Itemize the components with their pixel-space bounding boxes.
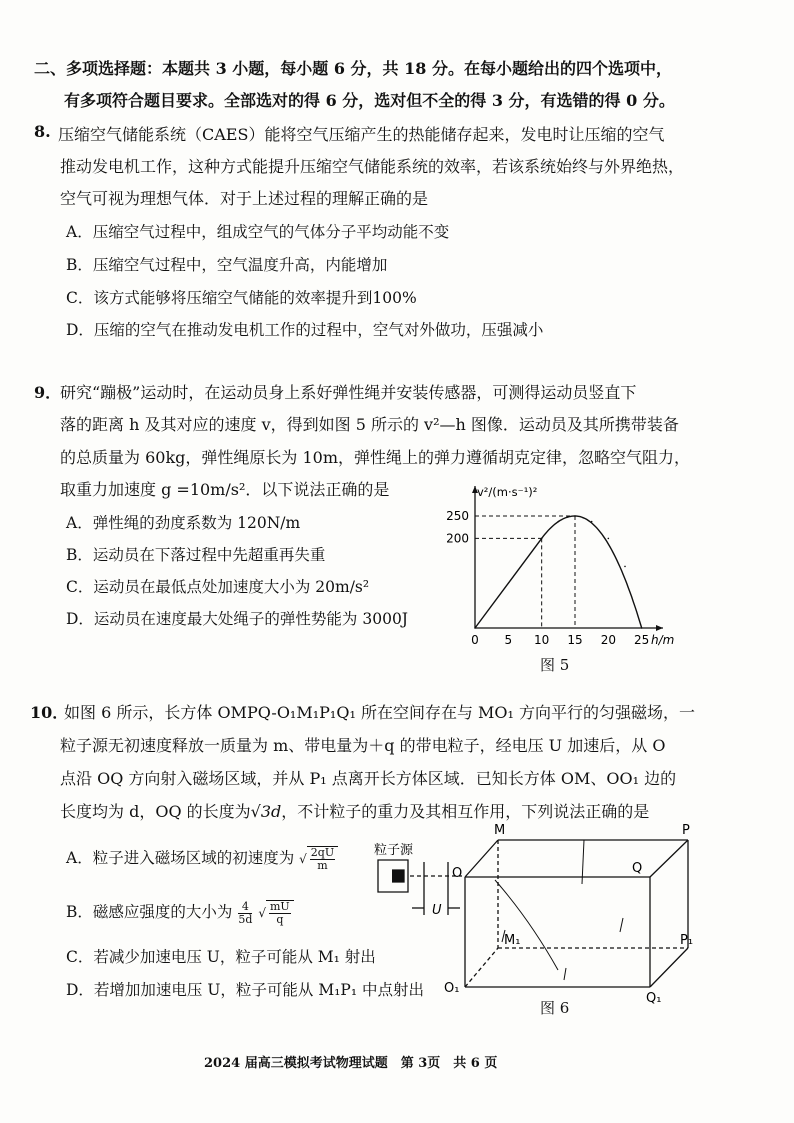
- series-line-linear: [475, 538, 542, 628]
- source-nozzle: [392, 870, 404, 882]
- q10-option-a-num: 2qU: [310, 846, 335, 859]
- q10-stem-line4: [60, 799, 649, 822]
- data-point: [558, 521, 560, 523]
- y-tick-label: 200: [446, 531, 469, 546]
- label-U: U: [432, 903, 442, 918]
- q9-stem-line4: 取重力加速度 g =10m/s²．以下说法正确的是: [60, 480, 390, 499]
- x-tick-label: 0: [471, 633, 479, 647]
- data-point: [608, 538, 610, 540]
- cuboid: [465, 840, 688, 987]
- label-Q1: Q₁: [646, 991, 662, 1006]
- q9-option-b: B．运动员在下落过程中先超重再失重: [66, 546, 326, 564]
- q9-stem-line3: 的总质量为 60kg，弹性绳原长为 10m，弹性绳上的弹力遵循胡克定律，忽略空气阻力，: [60, 448, 691, 467]
- q10-option-a: [66, 846, 338, 872]
- q9-number: 9．: [34, 383, 62, 402]
- figure-5-chart: [430, 478, 680, 650]
- q10-option-d: D．若增加加速电压 U，粒子可能从 M₁P₁ 中点射出: [66, 981, 424, 999]
- q10-option-b-rad-den: q: [276, 913, 284, 926]
- page-footer: 2024 届高三模拟考试物理试题 第 3页 共 6 页: [204, 1056, 498, 1071]
- q10-option-a-text: A．粒子进入磁场区域的初速度为: [66, 849, 295, 867]
- q8-stem-line2: 推动发电机工作，这种方式能提升压缩空气储能系统的效率，若该系统始终与外界绝热，: [60, 157, 685, 176]
- figure-6-caption: 图 6: [540, 999, 570, 1017]
- q10-option-b-sqrt: √ $\frac{mU}{q}$: [258, 900, 293, 926]
- data-point: [624, 566, 626, 568]
- label-P: P: [682, 823, 690, 838]
- q8-stem-line1: 压缩空气储能系统（CAES）能将空气压缩产生的热能储存起来，发电时让压缩的空气: [58, 125, 665, 144]
- data-point: [591, 521, 593, 523]
- edge-Q1P1: [650, 948, 688, 987]
- q10-option-b-text: B．磁感应强度的大小为: [66, 903, 233, 921]
- mark-2: [620, 918, 623, 932]
- data-point: [541, 538, 543, 540]
- particle-path: [495, 880, 558, 970]
- q10-option-b-frac-den: 5d: [238, 912, 253, 926]
- q8-option-d: D．压缩的空气在推动发电机工作的过程中，空气对外做功，压强减小: [66, 321, 544, 339]
- label-Q: Q: [632, 861, 643, 876]
- label-O: O: [452, 866, 463, 881]
- label-M1: M₁: [504, 933, 521, 948]
- edge-O1M1: [465, 948, 498, 987]
- figure-5-caption: 图 5: [540, 656, 570, 674]
- edge-OM: [465, 840, 498, 877]
- section-title-line1: 二、多项选择题：本题共 3 小题，每小题 6 分，共 18 分。在每小题给出的四个选项中，: [34, 59, 672, 78]
- data-point: [474, 627, 476, 629]
- particle-source: [378, 860, 462, 915]
- q10-stem-line3: 点沿 OQ 方向射入磁场区域，并从 P₁ 点离开长方体区域．已知长方体 OM、OO₁ 边的: [60, 769, 677, 788]
- mark-4: [564, 968, 566, 980]
- q10-option-b-rad-num: mU: [269, 900, 290, 913]
- q9-stem-line1: 研究“蹦极”运动时，在运动员身上系好弹性绳并安装传感器，可测得运动员竖直下: [60, 383, 637, 402]
- series-line-parabola: [542, 516, 642, 628]
- y-axis-label: v²/(m·s⁻¹)²: [477, 485, 538, 499]
- data-point: [574, 515, 576, 517]
- edge-QP: [650, 840, 688, 877]
- q8-option-b: B．压缩空气过程中，空气温度升高，内能增加: [66, 256, 388, 274]
- label-M: M: [494, 823, 506, 838]
- source-label: 粒子源: [374, 843, 414, 858]
- x-tick-label: 20: [600, 633, 616, 647]
- section-title-line2: 有多项符合题目要求。全部选对的得 6 分，选对但不全的得 3 分，有选错的得 0 分。: [64, 91, 675, 110]
- label-O1: O₁: [444, 981, 460, 996]
- q10-option-a-sqrt: √ $\frac{2qU}{m}$: [299, 846, 338, 872]
- q9-stem-line2: 落的距离 h 及其对应的速度 v，得到如图 5 所示的 v²—h 图像．运动员及其所携带装备: [60, 415, 679, 434]
- q10-stem-line2: 粒子源无初速度释放一质量为 m、带电量为＋q 的带电粒子，经电压 U 加速后，从 O: [60, 736, 666, 755]
- y-tick-label: 250: [446, 509, 469, 523]
- x-axis-arrow: [656, 625, 663, 631]
- q10-option-b: [66, 900, 294, 926]
- q10-option-a-den: m: [317, 859, 328, 872]
- x-tick-label: 10: [534, 633, 550, 647]
- q8-option-c: C．该方式能够将压缩空气储能的效率提升到100%: [66, 289, 417, 307]
- x-axis-label: h/m: [651, 633, 675, 647]
- q10-number: 10．: [30, 703, 69, 722]
- q10-sqrt3d: √3d: [250, 802, 282, 821]
- q8-stem-line3: 空气可视为理想气体．对于上述过程的理解正确的是: [60, 189, 429, 208]
- q9-option-a: A．弹性绳的劲度系数为 120N/m: [66, 514, 301, 532]
- q10-option-b-frac: [238, 901, 252, 926]
- label-P1: P₁: [680, 933, 694, 948]
- q10-stem-line1: 如图 6 所示，长方体 OMPQ-O₁M₁P₁Q₁ 所在空间存在与 MO₁ 方向平行的匀强磁场，一: [64, 703, 696, 722]
- data-point: [641, 627, 643, 629]
- x-tick-label: 15: [567, 633, 583, 647]
- q8-number: 8.: [34, 122, 51, 141]
- q8-option-a: A．压缩空气过程中，组成空气的气体分子平均动能不变: [66, 223, 450, 241]
- figure-6-diagram: [370, 820, 710, 1020]
- q10-stem-line4-a: 长度均为 d，OQ 的长度为: [60, 802, 251, 821]
- x-tick-label: 25: [634, 633, 650, 647]
- x-tick-label: 5: [504, 633, 513, 647]
- q10-stem-line4-c: ，不计粒子的重力及其相互作用，下列说法正确的是: [281, 802, 650, 821]
- q9-option-d: D．运动员在速度最大处绳子的弹性势能为 3000J: [66, 610, 409, 628]
- q10-option-c: C．若减少加速电压 U，粒子可能从 M₁ 射出: [66, 948, 376, 966]
- q9-option-c: C．运动员在最低点处加速度大小为 20m/s²: [66, 578, 370, 596]
- q10-option-b-frac-num: 4: [238, 901, 252, 914]
